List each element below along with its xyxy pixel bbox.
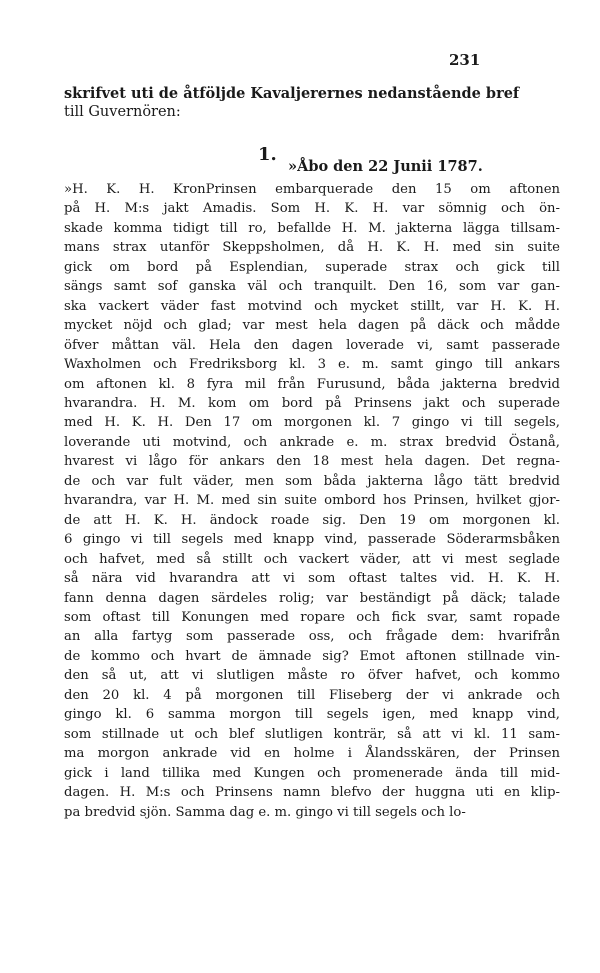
text-line: »H. K. H. KronPrinsen embarquerade den 15 om aftonen [64, 182, 560, 197]
text-line: de att H. K. H. ändock roade sig. Den 19 om morgonen kl. [64, 512, 560, 528]
text-line: pa bredvid sjön. Samma dag e. m. gingo vi till segels och lo- [64, 804, 466, 820]
text-line: gingo kl. 6 samma morgon till segels igen, med knapp vind, [64, 707, 560, 723]
text-line: hvarandra. H. M. kom om bord på Prinsens jakt och superade [64, 395, 560, 411]
text-line: på H. M:s jakt Amadis. Som H. K. H. var sömnig och ön- [64, 201, 560, 217]
text-line: sängs samt sof ganska väl och tranquilt. Den 16, som var gan- [64, 279, 560, 295]
text-line: fann denna dagen särdeles rolig; var beständigt på däck; talade [64, 590, 560, 606]
section-number: 1. [258, 144, 277, 165]
text-line: loverande uti motvind, och ankrade e. m. strax bredvid Östanå, [64, 434, 560, 450]
page-number: 231 [449, 51, 481, 69]
text-line: hvarandra, var H. M. med sin suite ombord hos Prinsen, hvilket gjor- [64, 493, 560, 509]
text-line: skade komma tidigt till ro, befallde H. M. jakterna lägga tillsam- [64, 220, 560, 236]
text-line: som oftast till Konungen med ropare och fick svar, samt ropade [64, 609, 560, 625]
text-line: som stillnade ut och blef slutligen konträr, så att vi kl. 11 sam- [64, 726, 560, 742]
text-line: ska vackert väder fast motvind och mycket stillt, var H. K. H. [64, 298, 560, 314]
text-line: 6 gingo vi till segels med knapp vind, passerade Söderarmsbåken [64, 532, 560, 548]
text-line: an alla fartyg som passerade oss, och frågade dem: hvarifrån [64, 629, 560, 645]
text-line: ma morgon ankrade vid en holme i Ålandsskären, der Prinsen [64, 746, 560, 762]
text-line: mans strax utanför Skeppsholmen, då H. K. H. med sin suite [64, 240, 560, 256]
intro-text [64, 84, 564, 122]
text-line: Waxholmen och Fredriksborg kl. 3 e. m. samt gingo till ankars [64, 357, 560, 373]
intro-line: till Guvernören: [64, 104, 181, 120]
intro-line: skrifvet uti de åtföljde Kavaljerernes nedanstående bref [64, 85, 520, 102]
text-line: och hafvet, med så stillt och vackert väder, att vi mest seglade [64, 551, 560, 567]
text-line: de kommo och hvart de ämnade sig? Emot aftonen stillnade vin- [64, 648, 560, 664]
text-line: de och var fult väder, men som båda jakterna lågo tätt bredvid [64, 473, 560, 489]
text-line: den så ut, att vi slutligen måste ro öfver hafvet, och kommo [64, 668, 560, 684]
text-line: hvarest vi lågo för ankars den 18 mest hela dagen. Det regna- [64, 454, 560, 470]
text-line: dagen. H. M:s och Prinsens namn blefvo der huggna uti en klip- [64, 785, 560, 801]
text-line: gick i land tillika med Kungen och promenerade ända till mid- [64, 765, 560, 781]
text-line: mycket nöjd och glad; var mest hela dagen på däck och mådde [64, 318, 560, 334]
letter-dateline: »Åbo den 22 Junii 1787. [288, 158, 483, 175]
text-line: med H. K. H. Den 17 om morgonen kl. 7 gingo vi till segels, [64, 415, 560, 431]
text-line: öfver måttan väl. Hela den dagen loverade vi, samt passerade [64, 337, 560, 353]
text-line: om aftonen kl. 8 fyra mil från Furusund, båda jakterna bredvid [64, 376, 560, 392]
text-line: den 20 kl. 4 på morgonen till Fliseberg der vi ankrade och [64, 687, 560, 703]
letter-body [64, 180, 560, 822]
text-line: gick om bord på Esplendian, superade strax och gick till [64, 259, 560, 275]
text-line: så nära vid hvarandra att vi som oftast taltes vid. H. K. H. [64, 571, 560, 587]
